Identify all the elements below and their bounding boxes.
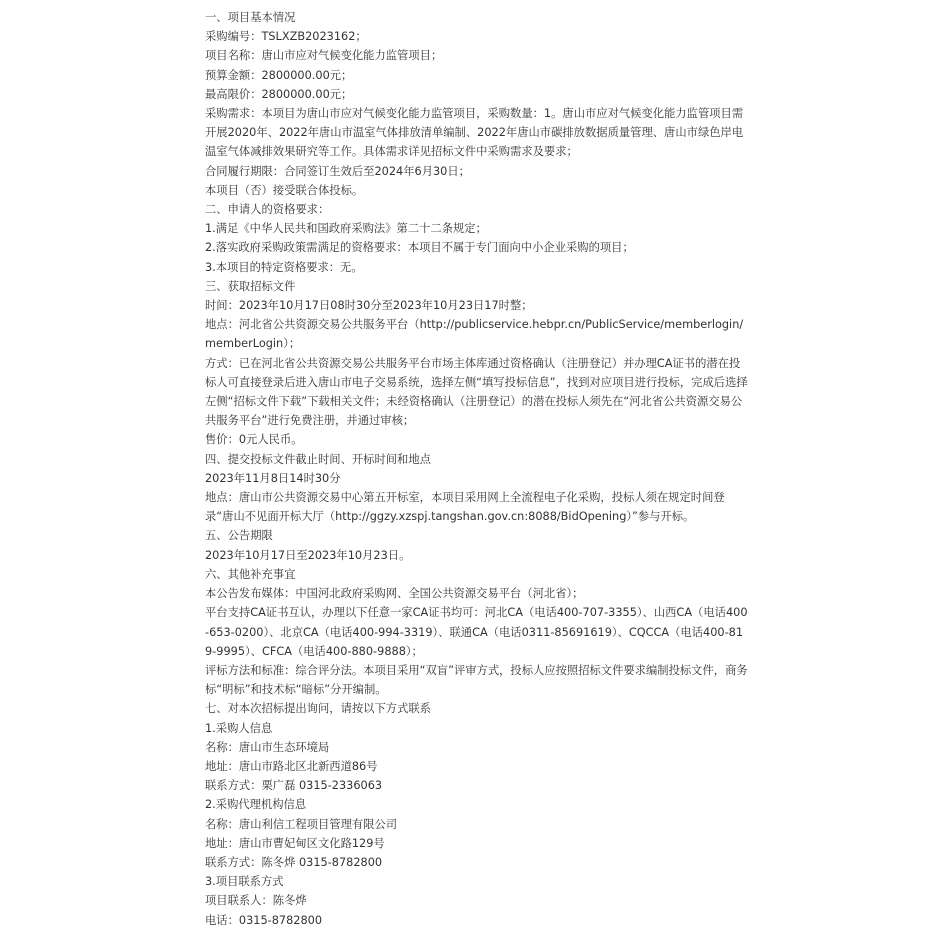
- project-contact-phone: 电话：0315-8782800: [205, 913, 323, 927]
- purchaser-address: 地址：唐山市路北区北新西道86号: [205, 759, 378, 773]
- contract-period: 合同履行期限：合同签订生效后至2024年6月30日；: [205, 164, 470, 178]
- project-contact-person: 项目联系人：陈冬烨: [205, 894, 307, 908]
- section-heading-announcement-period: 五、公告期限: [205, 529, 273, 543]
- section-heading-basic-info: 一、项目基本情况: [205, 11, 296, 24]
- publication-media: 本公告发布媒体：中国河北政府采购网、全国公共资源交易平台（河北省）；: [205, 587, 584, 601]
- bid-opening-location: 地点：唐山市公共资源交易中心第五开标室，本项目采用网上全流程电子化采购，投标人须在规定时间登录“唐山不见面开标大厅（http://ggzy.xzspj.tangshan.gov.cn:8088/BidOpening）”参与开标。: [205, 491, 725, 524]
- qualification-item: 3.本项目的特定资格要求：无。: [205, 260, 363, 274]
- procurement-number: 采购编号：TSLXZB2023162；: [205, 30, 367, 44]
- purchaser-contact: 联系方式：栗广磊 0315-2336063: [205, 779, 383, 793]
- qualification-item: 1.满足《中华人民共和国政府采购法》第二十二条规定；: [205, 222, 487, 236]
- document-price: 售价：0元人民币。: [205, 433, 303, 447]
- obtain-method: 方式：已在河北省公共资源交易公共服务平台市场主体库通过资格确认（注册登记）并办理CA证书的潜在投标人可直接登录后进入唐山市电子交易系统，选择左侧“填写投标信息”，找到对应项目进行投标，完成后选择左侧“招标文件下载”下载相关文件；未经资格确认（注册登记）的潜在投标人须先在“河北省公共资源交易公共服务平台”进行免费注册，并通过审核；: [205, 356, 748, 428]
- purchaser-info-heading: 1.采购人信息: [205, 721, 273, 735]
- consortium-bidding: 本项目（否）接受联合体投标。: [205, 183, 364, 197]
- submission-deadline: 2023年11月8日14时30分: [205, 471, 341, 485]
- qualification-item: 2.落实政府采购政策需满足的资格要求：本项目不属于专门面向中小企业采购的项目；: [205, 241, 634, 255]
- announcement-body: [205, 8, 750, 930]
- evaluation-method: 评标方法和标准：综合评分法。本项目采用“双盲”评审方式，投标人应按照招标文件要求编制投标文件，商务标“明标”和技术标“暗标”分开编制。: [205, 663, 748, 697]
- section-heading-qualifications: 二、申请人的资格要求：: [205, 203, 330, 217]
- project-contact-heading: 3.项目联系方式: [205, 875, 284, 889]
- section-heading-submission: 四、提交投标文件截止时间、开标时间和地点: [205, 452, 431, 466]
- purchaser-name: 名称：唐山市生态环境局: [205, 740, 330, 754]
- agency-address: 地址：唐山市曹妃甸区文化路129号: [205, 836, 385, 850]
- announcement-period: 2023年10月17日至2023年10月23日。: [205, 548, 411, 562]
- obtain-time: 时间：2023年10月17日08时30分至2023年10月23日17时整；: [205, 299, 533, 313]
- project-name: 项目名称：唐山市应对气候变化能力监管项目；: [205, 49, 443, 63]
- agency-contact: 联系方式：陈冬烨 0315-8782800: [205, 855, 383, 869]
- ca-certificate-info: 平台支持CA证书互认，办理以下任意一家CA证书均可：河北CA（电话400-707-3355）、山西CA（电话400-653-0200）、北京CA（电话400-994-3319）、联通CA（电话0311-85691619）、CQCCA（电话400-819-9995）、CFCA（电话400-880-9888）；: [205, 606, 748, 658]
- section-heading-obtain-documents: 三、获取招标文件: [205, 279, 296, 293]
- agency-info-heading: 2.采购代理机构信息: [205, 798, 307, 812]
- budget-amount: 预算金额：2800000.00元；: [205, 68, 353, 82]
- max-price: 最高限价：2800000.00元；: [205, 87, 353, 101]
- obtain-location: 地点：河北省公共资源交易公共服务平台（http://publicservice.hebpr.cn/PublicService/memberlogin/memberLogin）；: [205, 318, 744, 351]
- section-heading-other-matters: 六、其他补充事宜: [205, 567, 296, 581]
- agency-name: 名称：唐山利信工程项目管理有限公司: [205, 817, 398, 831]
- section-heading-contact: 七、对本次招标提出询问，请按以下方式联系: [205, 702, 431, 716]
- procurement-requirements: 采购需求：本项目为唐山市应对气候变化能力监管项目，采购数量：1。唐山市应对气候变化能力监管项目需开展2020年、2022年唐山市温室气体排放清单编制、2022年唐山市碳排放数据质量管理、唐山市绿色岸电温室气体减排效果研究等工作。具体需求详见招标文件中采购需求及要求；: [205, 107, 744, 159]
